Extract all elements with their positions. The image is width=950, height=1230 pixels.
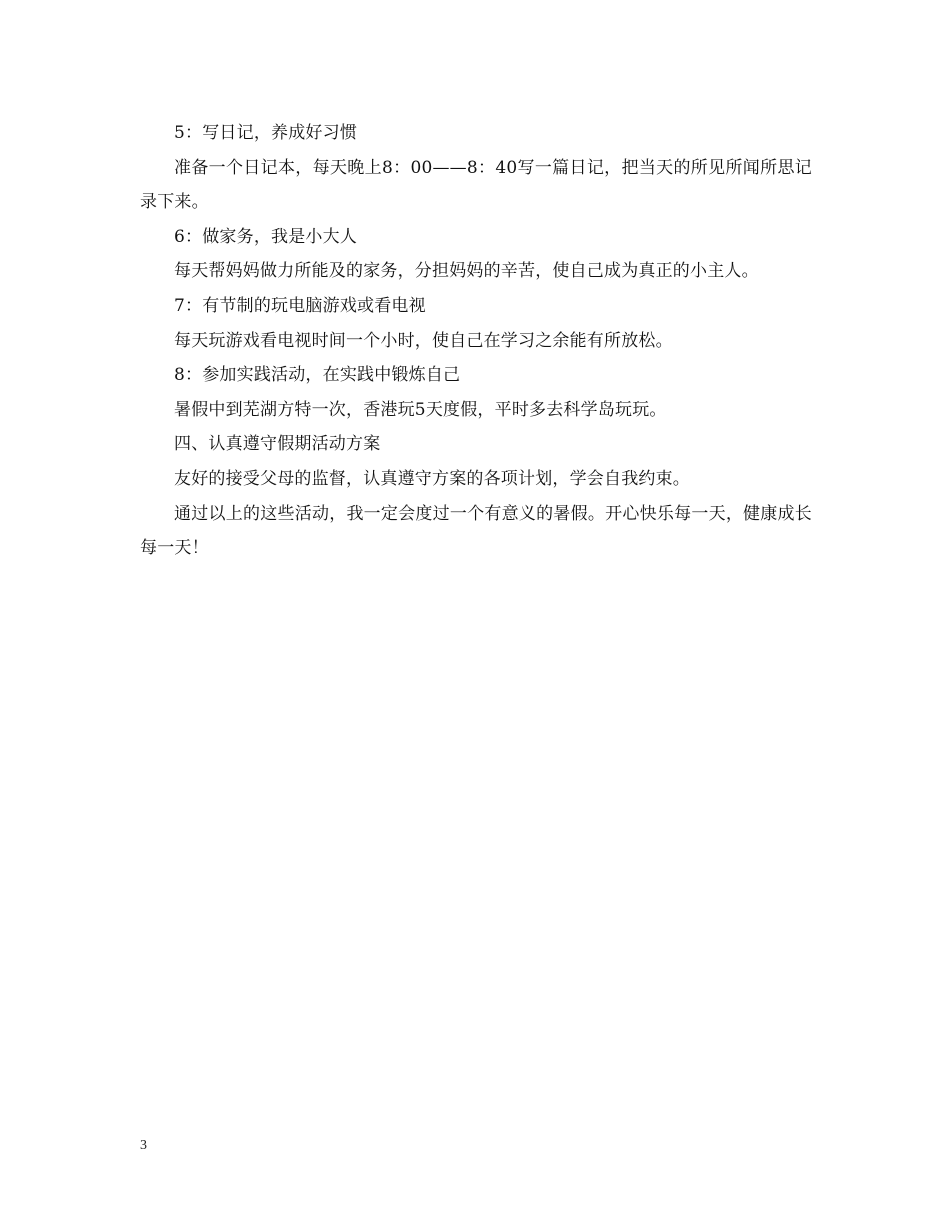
section-heading-compliance: 四、认真遵守假期活动方案 (174, 434, 381, 455)
paragraph-conclusion: 通过以上的这些活动，我一定会度过一个有意义的暑假。开心快乐每一天，健康成长每一天！ (140, 503, 812, 559)
section-heading-housework: 6：做家务，我是小大人 (174, 226, 358, 247)
document-body (140, 116, 812, 566)
section-heading-diary: 5：写日记，养成好习惯 (174, 123, 358, 143)
paragraph-diary: 准备一个日记本，每天晚上8：00——8：40写一篇日记，把当天的所见所闻所思记录下来。 (140, 157, 812, 213)
paragraph-compliance: 友好的接受父母的监督，认真遵守方案的各项计划，学会自我约束。 (174, 468, 690, 489)
paragraph-practice: 暑假中到芜湖方特一次，香港玩5天度假，平时多去科学岛玩玩。 (174, 399, 667, 420)
paragraph-games-tv: 每天玩游戏看电视时间一个小时，使自己在学习之余能有所放松。 (174, 330, 673, 351)
section-heading-practice: 8：参加实践活动，在实践中锻炼自己 (174, 365, 461, 386)
section-heading-games-tv: 7：有节制的玩电脑游戏或看电视 (174, 295, 426, 316)
paragraph-housework: 每天帮妈妈做力所能及的家务，分担妈妈的辛苦，使自己成为真正的小主人。 (174, 261, 759, 282)
page-number: 3 (140, 1138, 147, 1153)
